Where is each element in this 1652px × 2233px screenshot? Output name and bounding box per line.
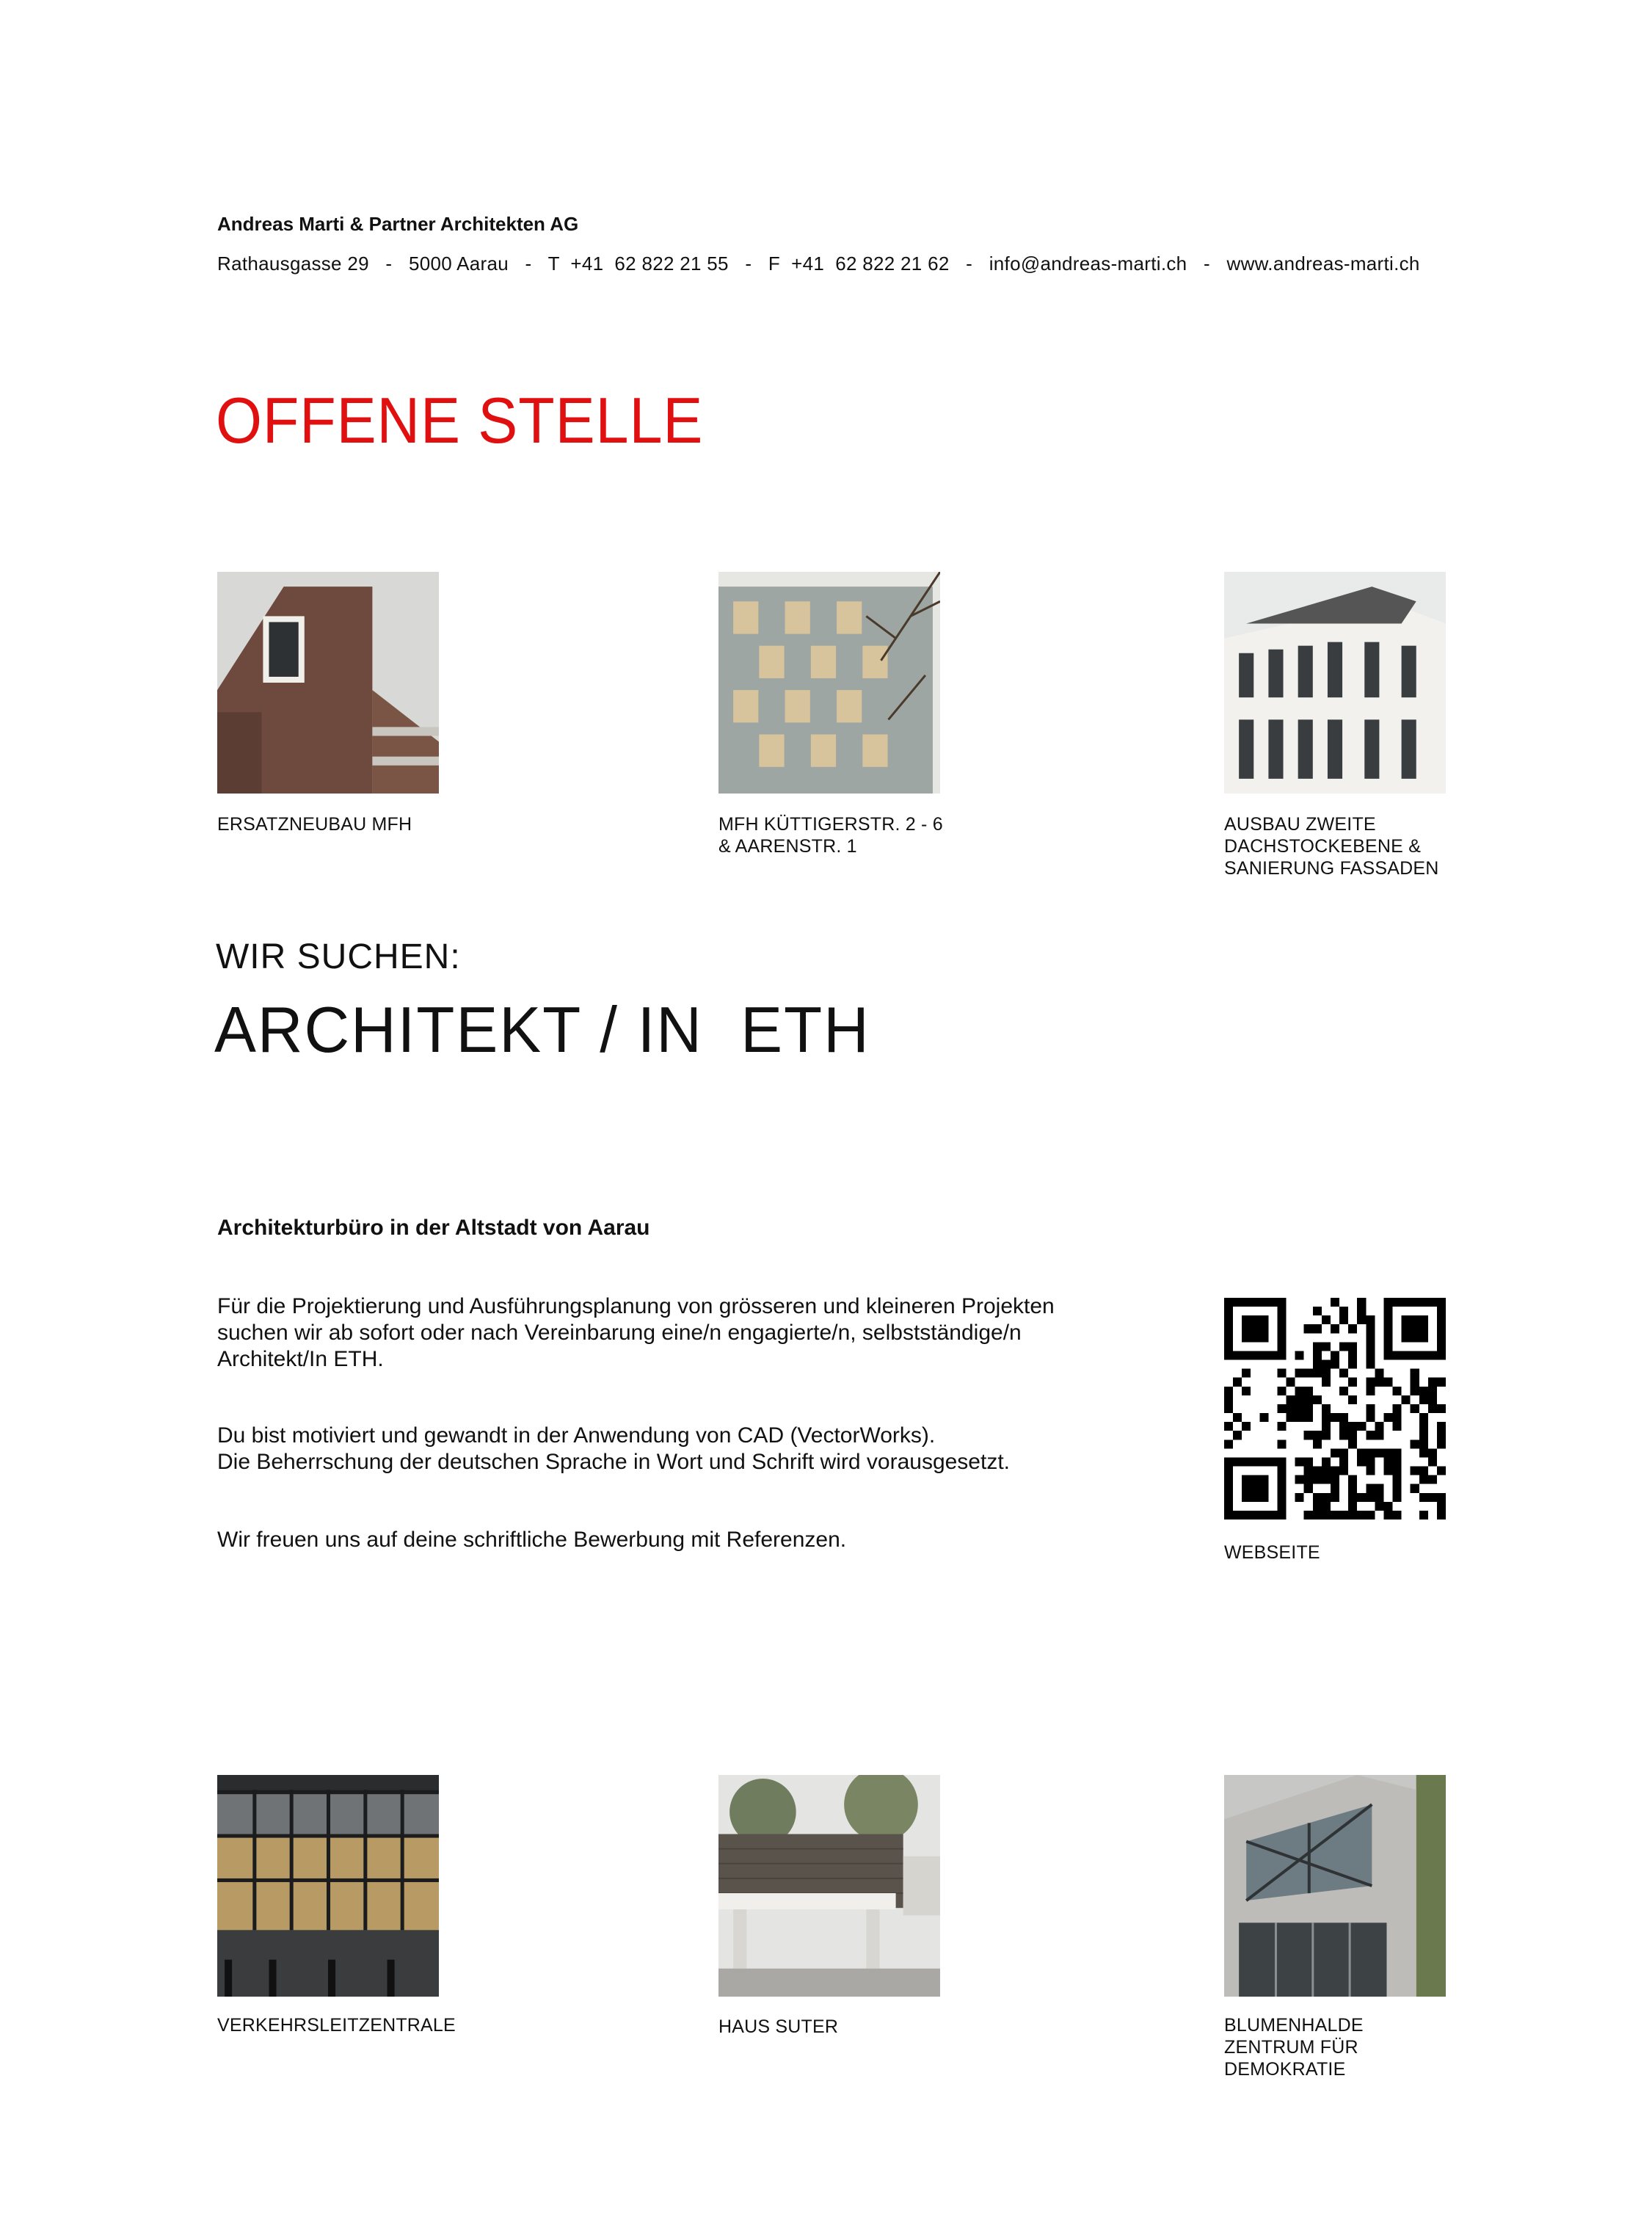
subheading: Architekturbüro in der Altstadt von Aarau (217, 1216, 650, 1240)
project-caption: MFH KÜTTIGERSTR. 2 - 6 & AARENSTR. 1 (718, 814, 943, 857)
project-caption: BLUMENHALDE ZENTRUM FÜR DEMOKRATIE (1224, 2015, 1364, 2080)
page-title: OFFENE STELLE (216, 384, 704, 457)
section-label: WIR SUCHEN: (216, 937, 461, 976)
project-photo-verkehrsleitzentrale (217, 1775, 439, 1997)
project-caption: HAUS SUTER (718, 2016, 839, 2037)
project-caption: AUSBAU ZWEITE DACHSTOCKEBENE & SANIERUNG FASSADEN (1224, 814, 1439, 879)
contact-line: Rathausgasse 29 - 5000 Aarau - T +41 62 822 21 55 - F +41 62 822 21 62 - info@andreas-marti.ch - www.andreas-marti.ch (217, 253, 1420, 275)
project-photo-kuettigerstrasse (718, 572, 940, 794)
company-name: Andreas Marti & Partner Architekten AG (217, 213, 579, 235)
description-paragraph: Du bist motiviert und gewandt in der Anwendung von CAD (VectorWorks). Die Beherrschung der deutschen Sprache in Wort und Schrift wird vorausgesetzt. (217, 1423, 1010, 1474)
project-photo-ersatzneubau (217, 572, 439, 794)
qr-caption: WEBSEITE (1224, 1542, 1320, 1563)
job-title: ARCHITEKT / IN ETH (214, 993, 870, 1066)
qr-code[interactable] (1224, 1298, 1446, 1519)
project-photo-blumenhalde (1224, 1775, 1446, 1997)
project-photo-ausbau-dachstock (1224, 572, 1446, 794)
project-photo-haus-suter (718, 1775, 940, 1997)
project-caption: VERKEHRSLEITZENTRALE (217, 2015, 456, 2036)
description-paragraph: Für die Projektierung und Ausführungsplanung von grösseren und kleineren Projekten suchen wir ab sofort oder nach Vereinbarung eine/n engagierte/n, selbstständige/n Architekt/In ETH. (217, 1294, 1055, 1371)
description-paragraph: Wir freuen uns auf deine schriftliche Bewerbung mit Referenzen. (217, 1528, 847, 1552)
project-caption: ERSATZNEUBAU MFH (217, 814, 412, 835)
